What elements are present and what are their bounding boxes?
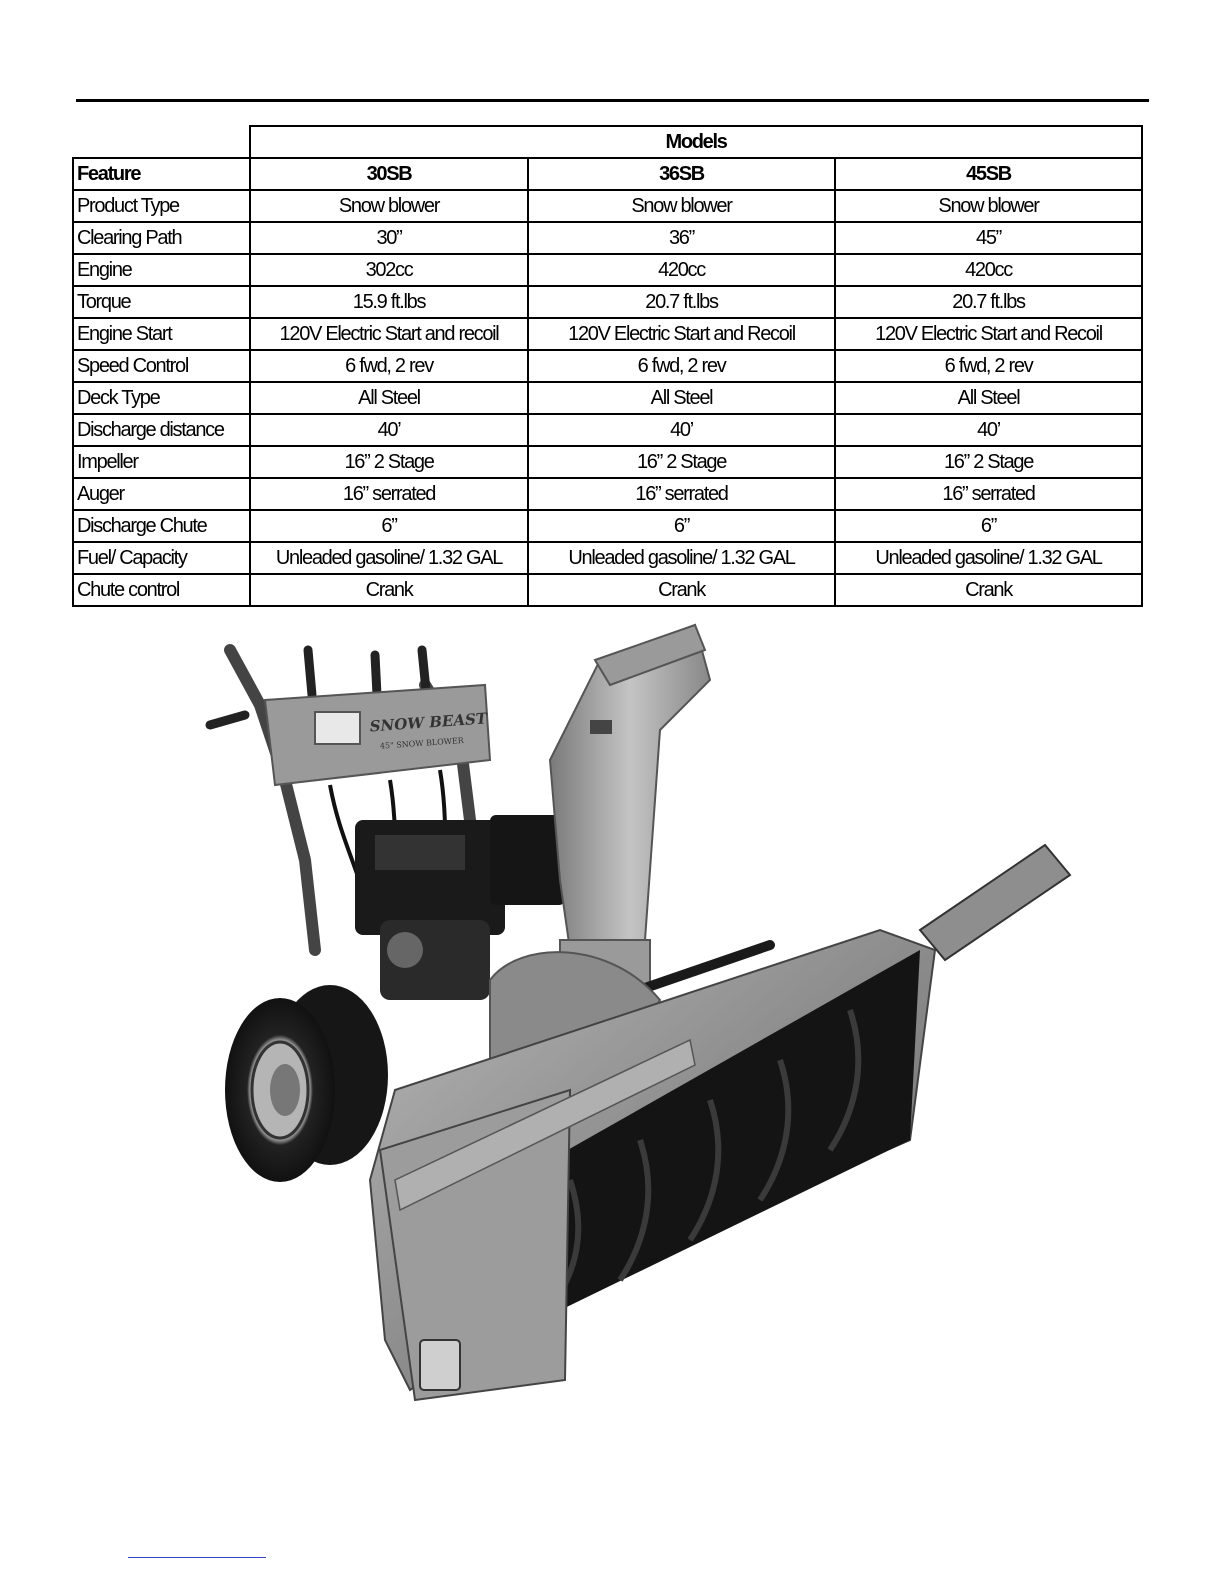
spec-row [73,350,1142,382]
spec-row [73,574,1142,606]
spec-value: 45” [835,222,1142,254]
feature-label: Fuel/ Capacity [73,542,250,574]
spec-value: 120V Electric Start and recoil [250,318,528,350]
spec-value: 15.9 ft.lbs [250,286,528,318]
snow-blower-photo [190,620,1080,1410]
brand-lettering: SNOW BEAST [369,709,488,736]
spec-value: All Steel [835,382,1142,414]
spec-value: 16” serrated [835,478,1142,510]
feature-label: Engine Start [73,318,250,350]
feature-label: Auger [73,478,250,510]
feature-label: Speed Control [73,350,250,382]
spec-row [73,382,1142,414]
model-names-row [73,158,1142,190]
spec-value: Crank [250,574,528,606]
bottom-link-underline [128,1557,266,1558]
spec-row [73,286,1142,318]
feature-label: Clearing Path [73,222,250,254]
spec-value: All Steel [528,382,835,414]
spec-value: 40’ [250,414,528,446]
wheels [225,985,388,1182]
spec-value: Unleaded gasoline/ 1.32 GAL [528,542,835,574]
spec-value: All Steel [250,382,528,414]
spec-value: 420cc [528,254,835,286]
feature-label: Discharge Chute [73,510,250,542]
spec-value: 420cc [835,254,1142,286]
top-rule [76,99,1149,102]
drift-cutter [920,845,1070,960]
spec-value: 120V Electric Start and Recoil [528,318,835,350]
spec-value: 16” 2 Stage [835,446,1142,478]
spec-value: Unleaded gasoline/ 1.32 GAL [835,542,1142,574]
spec-row [73,478,1142,510]
feature-label: Discharge distance [73,414,250,446]
spec-row [73,542,1142,574]
spec-row [73,190,1142,222]
spec-row [73,222,1142,254]
spec-value: 16” 2 Stage [250,446,528,478]
spec-value: 120V Electric Start and Recoil [835,318,1142,350]
feature-label: Deck Type [73,382,250,414]
spec-value: Snow blower [250,190,528,222]
spec-row [73,414,1142,446]
feature-label: Impeller [73,446,250,478]
spec-value: 40’ [835,414,1142,446]
blank-corner-cell [73,126,250,158]
model-lettering: 45" SNOW BLOWER [379,735,465,751]
feature-header: Feature [73,158,250,190]
spec-row [73,254,1142,286]
spec-table [72,125,1143,607]
control-panel [265,685,490,785]
spec-value: 302cc [250,254,528,286]
spec-value: 20.7 ft.lbs [835,286,1142,318]
feature-label: Chute control [73,574,250,606]
feature-label: Product Type [73,190,250,222]
spec-value: Crank [835,574,1142,606]
spec-value: 6 fwd, 2 rev [250,350,528,382]
spec-value: 6” [250,510,528,542]
spec-value: 36” [528,222,835,254]
feature-label: Torque [73,286,250,318]
spec-value: 6 fwd, 2 rev [528,350,835,382]
spec-value: 30” [250,222,528,254]
spec-row [73,318,1142,350]
spec-value: 6” [528,510,835,542]
spec-value: 16” serrated [250,478,528,510]
spec-value: Unleaded gasoline/ 1.32 GAL [250,542,528,574]
model-name-30sb: 30SB [250,158,528,190]
spec-row [73,446,1142,478]
spec-value: Snow blower [835,190,1142,222]
model-name-36sb: 36SB [528,158,835,190]
models-header-row [73,126,1142,158]
models-label: Models [250,126,1142,158]
spec-value: 20.7 ft.lbs [528,286,835,318]
spec-row [73,510,1142,542]
spec-value: 6 fwd, 2 rev [835,350,1142,382]
discharge-chute [550,625,710,1000]
spec-value: 16” 2 Stage [528,446,835,478]
spec-value: 6” [835,510,1142,542]
model-name-45sb: 45SB [835,158,1142,190]
spec-value: 40’ [528,414,835,446]
spec-value: 16” serrated [528,478,835,510]
spec-value: Crank [528,574,835,606]
spec-value: Snow blower [528,190,835,222]
feature-label: Engine [73,254,250,286]
